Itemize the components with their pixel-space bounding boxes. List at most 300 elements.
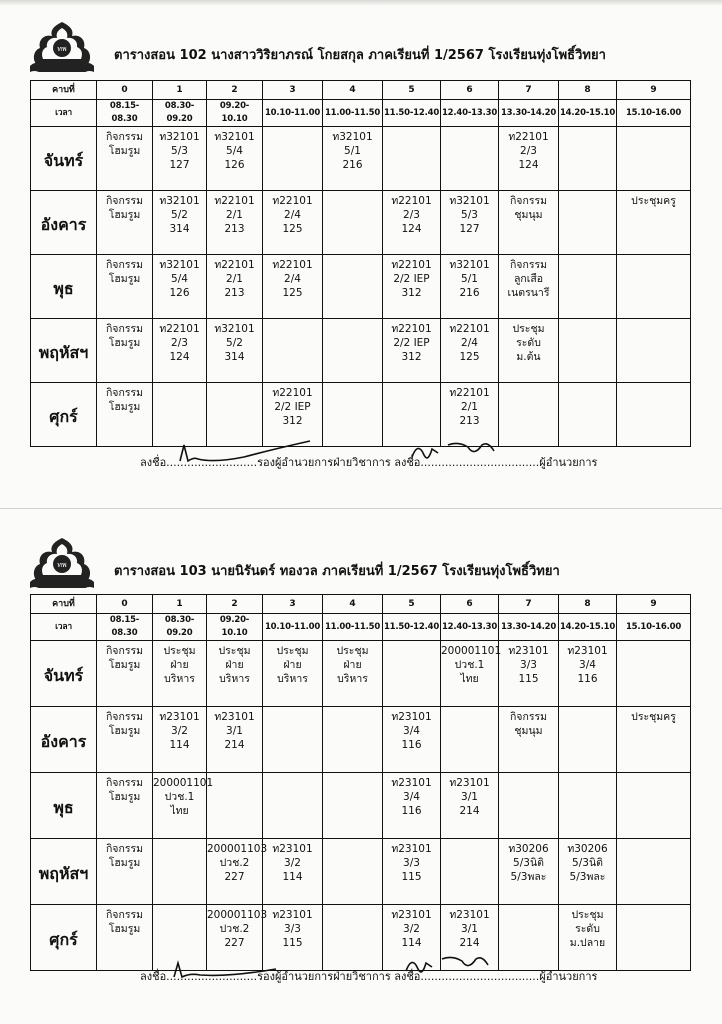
time-slot-cell: 10.10-11.00 — [263, 100, 323, 127]
schedule-cell — [263, 839, 323, 905]
schedule-cell-line: ท22101 — [391, 195, 432, 207]
schedule-cell — [207, 707, 263, 773]
period-number-cell: 4 — [323, 81, 383, 100]
period-number-cell: 9 — [617, 81, 691, 100]
schedule-cell-line: ท32101 — [214, 131, 255, 143]
schedule-cell — [499, 191, 559, 255]
schedule-cell-line: 116 — [401, 739, 422, 751]
schedule-cell — [559, 641, 617, 707]
period-number-cell: 8 — [559, 81, 617, 100]
schedule-cell-line: ฝ่าย — [283, 659, 302, 671]
schedule-cell — [559, 773, 617, 839]
schedule-cell-line: 3/3 — [520, 659, 537, 671]
schedule-cell — [617, 255, 691, 319]
schedule-cell-line: บริหาร — [164, 673, 195, 685]
schedule-cell — [97, 191, 153, 255]
schedule-cell — [207, 127, 263, 191]
schedule-cell — [97, 707, 153, 773]
day-name-cell: อังคาร — [31, 191, 97, 255]
schedule-cell-line: 214 — [459, 805, 480, 817]
sheet-header — [0, 536, 722, 592]
page-top-edge — [0, 0, 722, 6]
schedule-cell — [323, 383, 383, 447]
schedule-cell-line: 213 — [459, 415, 480, 427]
timetable-title: ตารางสอน 102 นางสาววิริยาภรณ์ โกยสกุล ภาคเรียนที่ 1/2567 โรงเรียนทุ่งโพธิ์วิทยา — [114, 48, 606, 63]
day-row — [31, 641, 691, 707]
time-slot-cell: 11.50-12.40 — [383, 614, 441, 641]
schedule-cell-line: 5/2 — [171, 209, 188, 221]
schedule-cell — [97, 905, 153, 971]
schedule-cell — [323, 641, 383, 707]
schedule-cell — [207, 191, 263, 255]
schedule-cell-line: 314 — [224, 351, 245, 363]
schedule-cell-line: ท22101 — [272, 387, 313, 399]
schedule-cell-line: โฮมรูม — [108, 857, 141, 869]
schedule-cell — [441, 191, 499, 255]
signature-line — [140, 453, 597, 471]
schedule-cell-line: ท23101 — [391, 909, 432, 921]
schedule-cell-line: 2/2 IEP — [274, 401, 311, 413]
signature-text: ลงชื่อ..........................รองผู้อำนวยการฝ่ายวิชาการ ลงชื่อ..................................ผู้อำนวยการ — [140, 456, 598, 469]
schedule-cell — [263, 127, 323, 191]
schedule-cell-line: กิจกรรม — [105, 195, 144, 207]
day-row — [31, 773, 691, 839]
period-number-cell: 7 — [499, 81, 559, 100]
schedule-cell-line: กิจกรรม — [105, 323, 144, 335]
schedule-cell-line: 3/4 — [579, 659, 596, 671]
schedule-cell-line: ท32101 — [449, 259, 490, 271]
schedule-cell-line: ท23101 — [508, 645, 549, 657]
schedule-cell — [383, 773, 441, 839]
schedule-cell-line: ท23101 — [449, 777, 490, 789]
period-label-cell: คาบที่ — [31, 81, 97, 100]
day-row — [31, 905, 691, 971]
schedule-cell-line: บริหาร — [277, 673, 308, 685]
schedule-cell — [97, 383, 153, 447]
schedule-cell-line: 114 — [282, 871, 303, 883]
schedule-cell-line: 5/3พละ — [569, 871, 606, 883]
schedule-cell-line: ประชุมครู — [631, 711, 676, 723]
schedule-cell-line: โฮมรูม — [108, 791, 141, 803]
schedule-cell — [441, 319, 499, 383]
schedule-cell-line: ประชุม — [218, 645, 251, 657]
schedule-cell-line: ปวช.1 — [164, 791, 195, 803]
schedule-cell — [263, 773, 323, 839]
period-number-cell: 5 — [383, 595, 441, 614]
schedule-cell-line: ฝ่าย — [170, 659, 189, 671]
page-divider — [0, 508, 722, 509]
schedule-cell-line: ท23101 — [449, 909, 490, 921]
period-number-cell: 0 — [97, 81, 153, 100]
schedule-cell — [97, 641, 153, 707]
schedule-cell — [153, 839, 207, 905]
schedule-cell — [207, 383, 263, 447]
schedule-cell-line: กิจกรรม — [105, 387, 144, 399]
timetable-grid — [30, 80, 691, 447]
schedule-cell-line: ประชุม — [336, 645, 369, 657]
schedule-cell-line: ท32101 — [332, 131, 373, 143]
school-emblem-logo — [30, 536, 94, 592]
schedule-cell-line: บริหาร — [219, 673, 250, 685]
period-number-cell: 2 — [207, 81, 263, 100]
day-name-cell: จันทร์ — [31, 641, 97, 707]
schedule-cell-line: ท23101 — [391, 777, 432, 789]
schedule-cell-line: 5/4 — [171, 273, 188, 285]
sheet-header — [0, 20, 722, 76]
schedule-cell-line: 5/1 — [461, 273, 478, 285]
schedule-cell-line: 214 — [224, 739, 245, 751]
schedule-cell-line: 5/4 — [226, 145, 243, 157]
schedule-cell — [499, 641, 559, 707]
timetable-grid — [30, 594, 691, 971]
schedule-cell — [97, 839, 153, 905]
time-slot-cell: 14.20-15.10 — [559, 100, 617, 127]
schedule-cell-line: โฮมรูม — [108, 145, 141, 157]
schedule-cell-line: 3/1 — [461, 791, 478, 803]
schedule-cell — [207, 839, 268, 905]
svg-text:ทพ: ทพ — [57, 561, 67, 569]
time-slot-cell: 11.00-11.50 — [323, 100, 383, 127]
period-number-cell: 3 — [263, 81, 323, 100]
schedule-cell — [323, 127, 383, 191]
schedule-cell-line: ฝ่าย — [343, 659, 362, 671]
time-slot-cell: 13.30-14.20 — [499, 614, 559, 641]
day-name-cell: พฤหัสฯ — [31, 319, 97, 383]
schedule-cell-line: 2/4 — [461, 337, 478, 349]
day-row — [31, 191, 691, 255]
schedule-cell — [383, 319, 441, 383]
schedule-cell-line: โฮมรูม — [108, 209, 141, 221]
period-label-cell: คาบที่ — [31, 595, 97, 614]
schedule-cell-line: 114 — [169, 739, 190, 751]
schedule-cell — [559, 839, 617, 905]
schedule-cell-line: ท23101 — [567, 645, 608, 657]
director-signature — [408, 437, 528, 467]
schedule-cell — [617, 905, 691, 971]
schedule-cell — [153, 127, 207, 191]
schedule-cell-line: กิจกรรม — [509, 195, 548, 207]
schedule-cell — [97, 319, 153, 383]
day-row — [31, 255, 691, 319]
schedule-cell — [617, 383, 691, 447]
schedule-cell-line: กิจกรรม — [105, 259, 144, 271]
schedule-cell — [97, 127, 153, 191]
time-slot-cell: 10.10-11.00 — [263, 614, 323, 641]
schedule-cell-line: 115 — [518, 673, 539, 685]
schedule-cell-line: 5/3นิติ — [572, 857, 603, 869]
schedule-cell-line: 200001103 — [207, 909, 268, 921]
period-number-cell: 5 — [383, 81, 441, 100]
signature-line — [140, 967, 597, 985]
schedule-cell — [617, 319, 691, 383]
timetable-title: ตารางสอน 103 นายนิรันดร์ ทองวล ภาคเรียนที่ 1/2567 โรงเรียนทุ่งโพธิ์วิทยา — [114, 564, 560, 579]
schedule-cell-line: เนตรนารี — [507, 287, 550, 299]
schedule-cell-line: 312 — [401, 351, 422, 363]
schedule-cell — [559, 383, 617, 447]
time-slot-cell: 14.20-15.10 — [559, 614, 617, 641]
time-label-cell: เวลา — [31, 614, 97, 641]
schedule-cell — [441, 773, 499, 839]
period-header-row — [31, 81, 691, 100]
schedule-cell — [617, 641, 691, 707]
schedule-cell-line: 312 — [401, 287, 422, 299]
schedule-cell-line: 125 — [459, 351, 480, 363]
period-header-row — [31, 595, 691, 614]
schedule-cell-line: ชุมนุม — [514, 725, 543, 737]
schedule-cell-line: ประชุม — [512, 323, 545, 335]
schedule-cell — [559, 191, 617, 255]
schedule-cell-line: ม.ต้น — [516, 351, 541, 363]
schedule-cell-line: กิจกรรม — [509, 259, 548, 271]
schedule-cell — [263, 319, 323, 383]
day-row — [31, 319, 691, 383]
schedule-cell-line: บริหาร — [337, 673, 368, 685]
schedule-cell-line: โฮมรูม — [108, 273, 141, 285]
schedule-cell-line: กิจกรรม — [105, 843, 144, 855]
schedule-cell-line: 2/2 IEP — [393, 337, 430, 349]
schedule-cell — [441, 839, 499, 905]
schedule-cell-line: 115 — [282, 937, 303, 949]
schedule-cell-line: 126 — [169, 287, 190, 299]
timetable-sheet-103 — [0, 536, 722, 983]
schedule-cell-line: โฮมรูม — [108, 337, 141, 349]
day-row — [31, 707, 691, 773]
schedule-cell-line: 5/3พละ — [510, 871, 547, 883]
schedule-cell — [441, 127, 499, 191]
schedule-cell-line: กิจกรรม — [105, 131, 144, 143]
schedule-cell-line: 2/3 — [171, 337, 188, 349]
schedule-cell-line: โฮมรูม — [108, 725, 141, 737]
schedule-cell-line: ท22101 — [214, 195, 255, 207]
schedule-cell-line: ท30206 — [567, 843, 608, 855]
schedule-cell-line: 5/1 — [344, 145, 361, 157]
schedule-cell-line: 127 — [169, 159, 190, 171]
day-row — [31, 383, 691, 447]
schedule-cell-line: 216 — [459, 287, 480, 299]
schedule-cell-line: 216 — [342, 159, 363, 171]
schedule-cell-line: ท22101 — [449, 387, 490, 399]
schedule-cell — [559, 319, 617, 383]
schedule-cell — [263, 707, 323, 773]
schedule-cell-line: ปวช.2 — [219, 923, 250, 935]
schedule-cell-line: ท22101 — [159, 323, 200, 335]
day-name-cell: พฤหัสฯ — [31, 839, 97, 905]
timetable-sheet-102 — [0, 20, 722, 469]
schedule-cell — [499, 773, 559, 839]
day-name-cell: พุธ — [31, 773, 97, 839]
time-slot-cell: 12.40-13.30 — [441, 100, 499, 127]
schedule-cell-line: โฮมรูม — [108, 659, 141, 671]
schedule-cell — [263, 383, 323, 447]
schedule-cell-line: 227 — [224, 871, 245, 883]
schedule-cell-line: กิจกรรม — [105, 645, 144, 657]
schedule-cell-line: 200001103 — [207, 843, 268, 855]
schedule-cell-line: 2/1 — [226, 273, 243, 285]
schedule-cell-line: โฮมรูม — [108, 923, 141, 935]
schedule-cell — [617, 127, 691, 191]
time-slot-cell: 08.15-08.30 — [97, 100, 153, 127]
schedule-cell-line: 200001101 — [441, 645, 502, 657]
schedule-cell — [383, 255, 441, 319]
schedule-cell-line: ฝ่าย — [225, 659, 244, 671]
period-number-cell: 6 — [441, 595, 499, 614]
day-row — [31, 127, 691, 191]
schedule-cell — [323, 905, 383, 971]
schedule-cell — [499, 839, 559, 905]
period-number-cell: 3 — [263, 595, 323, 614]
time-slot-cell: 15.10-16.00 — [617, 100, 691, 127]
schedule-cell-line: 3/1 — [461, 923, 478, 935]
schedule-cell — [617, 773, 691, 839]
schedule-cell — [383, 839, 441, 905]
schedule-cell — [559, 905, 617, 971]
day-name-cell: จันทร์ — [31, 127, 97, 191]
schedule-cell — [153, 641, 207, 707]
schedule-cell-line: ท23101 — [272, 843, 313, 855]
schedule-cell — [323, 255, 383, 319]
schedule-cell — [617, 191, 691, 255]
schedule-cell — [207, 319, 263, 383]
schedule-cell — [153, 383, 207, 447]
schedule-cell-line: ประชุม — [276, 645, 309, 657]
schedule-cell-line: ท23101 — [214, 711, 255, 723]
schedule-cell — [153, 255, 207, 319]
schedule-cell-line: 5/3นิติ — [513, 857, 544, 869]
schedule-cell-line: กิจกรรม — [509, 711, 548, 723]
schedule-cell-line: ท22101 — [508, 131, 549, 143]
schedule-cell-line: 3/3 — [403, 857, 420, 869]
schedule-cell-line: 5/2 — [226, 337, 243, 349]
time-slot-cell: 11.50-12.40 — [383, 100, 441, 127]
schedule-cell-line: ท22101 — [391, 323, 432, 335]
schedule-cell-line: กิจกรรม — [105, 777, 144, 789]
svg-text:ทพ: ทพ — [57, 45, 67, 53]
schedule-cell-line: ท22101 — [272, 259, 313, 271]
schedule-cell — [323, 319, 383, 383]
schedule-cell — [499, 707, 559, 773]
schedule-cell-line: ท22101 — [449, 323, 490, 335]
school-emblem-logo — [30, 20, 94, 76]
schedule-cell — [207, 255, 263, 319]
schedule-cell-line: 2/2 IEP — [393, 273, 430, 285]
schedule-cell — [617, 839, 691, 905]
schedule-cell-line: 115 — [401, 871, 422, 883]
schedule-cell — [383, 191, 441, 255]
period-number-cell: 4 — [323, 595, 383, 614]
schedule-cell-line: ปวช.2 — [219, 857, 250, 869]
day-name-cell: ศุกร์ — [31, 383, 97, 447]
schedule-cell-line: 114 — [401, 937, 422, 949]
schedule-cell-line: 2/3 — [403, 209, 420, 221]
period-number-cell: 7 — [499, 595, 559, 614]
schedule-cell — [441, 707, 499, 773]
schedule-cell-line: 124 — [169, 351, 190, 363]
schedule-cell-line: 200001101 — [153, 777, 214, 789]
schedule-cell-line: ม.ปลาย — [569, 937, 606, 949]
director-signature — [402, 951, 522, 981]
schedule-cell — [263, 641, 323, 707]
schedule-cell-line: 213 — [224, 287, 245, 299]
schedule-cell-line: ท32101 — [159, 131, 200, 143]
time-slot-cell: 12.40-13.30 — [441, 614, 499, 641]
schedule-cell-line: 3/4 — [403, 791, 420, 803]
schedule-cell — [617, 707, 691, 773]
time-slot-cell: 11.00-11.50 — [323, 614, 383, 641]
schedule-cell — [499, 319, 559, 383]
schedule-cell — [559, 127, 617, 191]
schedule-cell-line: ลูกเสือ — [513, 273, 544, 285]
schedule-cell-line: ท22101 — [272, 195, 313, 207]
schedule-cell-line: 2/4 — [284, 209, 301, 221]
schedule-cell — [323, 707, 383, 773]
period-number-cell: 2 — [207, 595, 263, 614]
schedule-cell-line: 5/3 — [171, 145, 188, 157]
schedule-cell-line: 124 — [401, 223, 422, 235]
schedule-cell-line: 3/2 — [284, 857, 301, 869]
schedule-cell — [499, 127, 559, 191]
schedule-cell-line: 116 — [577, 673, 598, 685]
schedule-cell-line: ท22101 — [391, 259, 432, 271]
schedule-cell-line: 125 — [282, 223, 303, 235]
schedule-cell — [97, 255, 153, 319]
deputy-director-signature — [170, 959, 280, 985]
schedule-cell-line: ท22101 — [214, 259, 255, 271]
schedule-cell-line: กิจกรรม — [105, 711, 144, 723]
schedule-cell — [97, 773, 153, 839]
period-number-cell: 0 — [97, 595, 153, 614]
schedule-cell — [559, 255, 617, 319]
schedule-cell — [499, 255, 559, 319]
schedule-cell-line: ไทย — [170, 805, 189, 817]
schedule-cell — [323, 839, 383, 905]
schedule-cell-line: โฮมรูม — [108, 401, 141, 413]
schedule-cell-line: ประชุม — [571, 909, 604, 921]
schedule-cell — [383, 641, 441, 707]
period-number-cell: 6 — [441, 81, 499, 100]
day-name-cell: อังคาร — [31, 707, 97, 773]
schedule-cell-line: 124 — [518, 159, 539, 171]
schedule-cell — [383, 127, 441, 191]
schedule-cell — [383, 707, 441, 773]
schedule-cell-line: ท32101 — [159, 195, 200, 207]
schedule-cell-line: 312 — [282, 415, 303, 427]
schedule-cell-line: 5/3 — [461, 209, 478, 221]
schedule-cell — [559, 707, 617, 773]
schedule-cell-line: ปวช.1 — [454, 659, 485, 671]
schedule-cell — [263, 255, 323, 319]
period-number-cell: 1 — [153, 595, 207, 614]
schedule-cell-line: 116 — [401, 805, 422, 817]
schedule-cell — [263, 191, 323, 255]
schedule-cell-line: 2/4 — [284, 273, 301, 285]
time-slot-cell: 15.10-16.00 — [617, 614, 691, 641]
schedule-cell-line: 125 — [282, 287, 303, 299]
signature-text: ลงชื่อ..........................รองผู้อำนวยการฝ่ายวิชาการ ลงชื่อ..................................ผู้อำนวยการ — [140, 970, 598, 983]
time-slot-cell: 09.20-10.10 — [207, 100, 263, 127]
schedule-cell-line: 2/1 — [226, 209, 243, 221]
time-slot-cell: 08.30-09.20 — [153, 100, 207, 127]
schedule-cell — [153, 319, 207, 383]
schedule-cell-line: 3/3 — [284, 923, 301, 935]
schedule-cell-line: ท30206 — [508, 843, 549, 855]
time-label-cell: เวลา — [31, 100, 97, 127]
deputy-director-signature — [174, 439, 314, 473]
schedule-cell-line: 2/1 — [461, 401, 478, 413]
schedule-cell-line: 227 — [224, 937, 245, 949]
period-number-cell: 9 — [617, 595, 691, 614]
schedule-cell-line: ท23101 — [391, 711, 432, 723]
schedule-cell-line: 3/2 — [403, 923, 420, 935]
